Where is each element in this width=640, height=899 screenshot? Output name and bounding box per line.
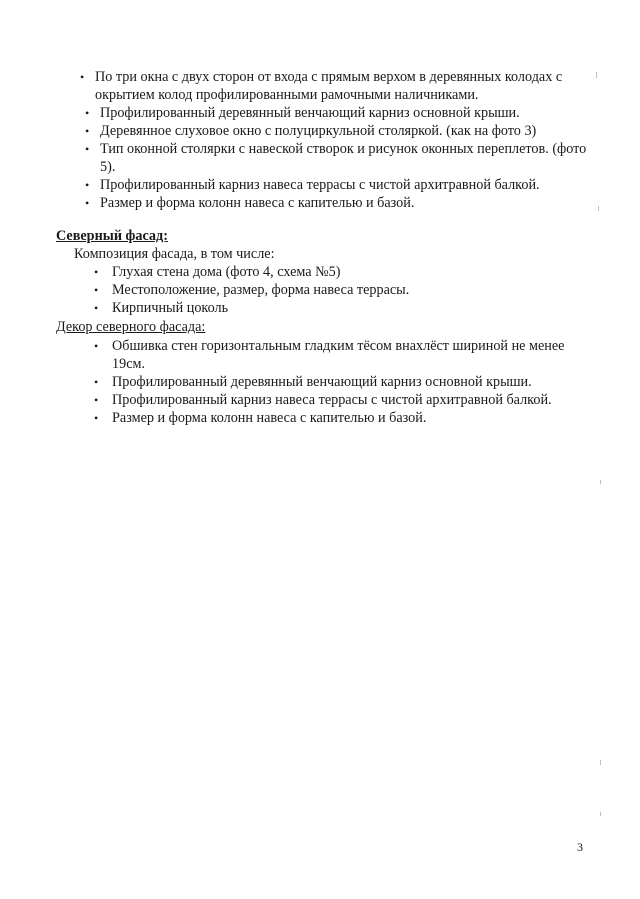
list-item-text: Профилированный карниз навеса террасы с чистой архитравной балкой. [100, 177, 540, 193]
list-item [94, 409, 590, 427]
bullet-icon: • [94, 339, 99, 353]
north-facade-heading: Северный фасад: [56, 228, 168, 244]
list-item-text: Профилированный карниз навеса террасы с чистой архитравной балкой. [112, 392, 552, 408]
scan-speck [600, 760, 601, 765]
list-item-text: Обшивка стен горизонтальным гладким тёсом внахлёст шириной не менее 19см. [112, 338, 565, 372]
bullet-icon: • [85, 196, 90, 210]
list-item-text: По три окна с двух сторон от входа с прямым верхом в деревянных колодах с окрытием колод профилированными рамочными наличниками. [95, 69, 563, 103]
list-item [85, 122, 590, 140]
bullet-icon: • [85, 142, 90, 156]
decor-heading: Декор северного фасада: [56, 319, 206, 335]
bullet-icon: • [85, 124, 90, 138]
list-item [94, 391, 590, 409]
list-item-text: Профилированный деревянный венчающий карниз основной крыши. [100, 105, 520, 121]
decor-list [94, 337, 590, 427]
composition-label: Композиция фасада, в том числе: [74, 246, 275, 262]
list-item [85, 194, 590, 212]
scan-speck [600, 812, 601, 816]
list-item [94, 263, 590, 281]
bullet-icon: • [94, 393, 99, 407]
list-item [85, 176, 590, 194]
list-item [85, 104, 590, 122]
bullet-icon: • [94, 411, 99, 425]
list-item-text: Тип оконной столярки с навеской створок и рисунок оконных переплетов. (фото 5). [100, 141, 587, 175]
list-item [80, 68, 590, 104]
list-item-text: Размер и форма колонн навеса с капителью и базой. [100, 195, 415, 211]
list-item-text: Деревянное слуховое окно с полуциркульной столяркой. (как на фото 3) [100, 123, 537, 139]
list-item-text: Кирпичный цоколь [112, 300, 229, 316]
bullet-icon: • [94, 283, 99, 297]
bullet-icon: • [85, 178, 90, 192]
composition-list [94, 263, 590, 317]
list-item [94, 281, 590, 299]
list-item [85, 140, 590, 176]
south-facade-feature-list [80, 68, 590, 212]
scan-speck [600, 480, 601, 484]
list-item-text: Размер и форма колонн навеса с капителью и базой. [112, 410, 427, 426]
scan-speck [598, 206, 599, 211]
bullet-icon: • [94, 375, 99, 389]
bullet-icon: • [85, 106, 90, 120]
list-item [94, 299, 590, 317]
list-item [94, 337, 590, 373]
list-item-text: Глухая стена дома (фото 4, схема №5) [112, 264, 341, 280]
bullet-icon: • [94, 301, 99, 315]
bullet-icon: • [94, 265, 99, 279]
bullet-icon: • [80, 70, 85, 84]
page-number: 3 [577, 840, 583, 854]
list-item [94, 373, 590, 391]
scan-speck [596, 72, 597, 78]
list-item-text: Профилированный деревянный венчающий карниз основной крыши. [112, 374, 532, 390]
list-item-text: Местоположение, размер, форма навеса террасы. [112, 282, 410, 298]
